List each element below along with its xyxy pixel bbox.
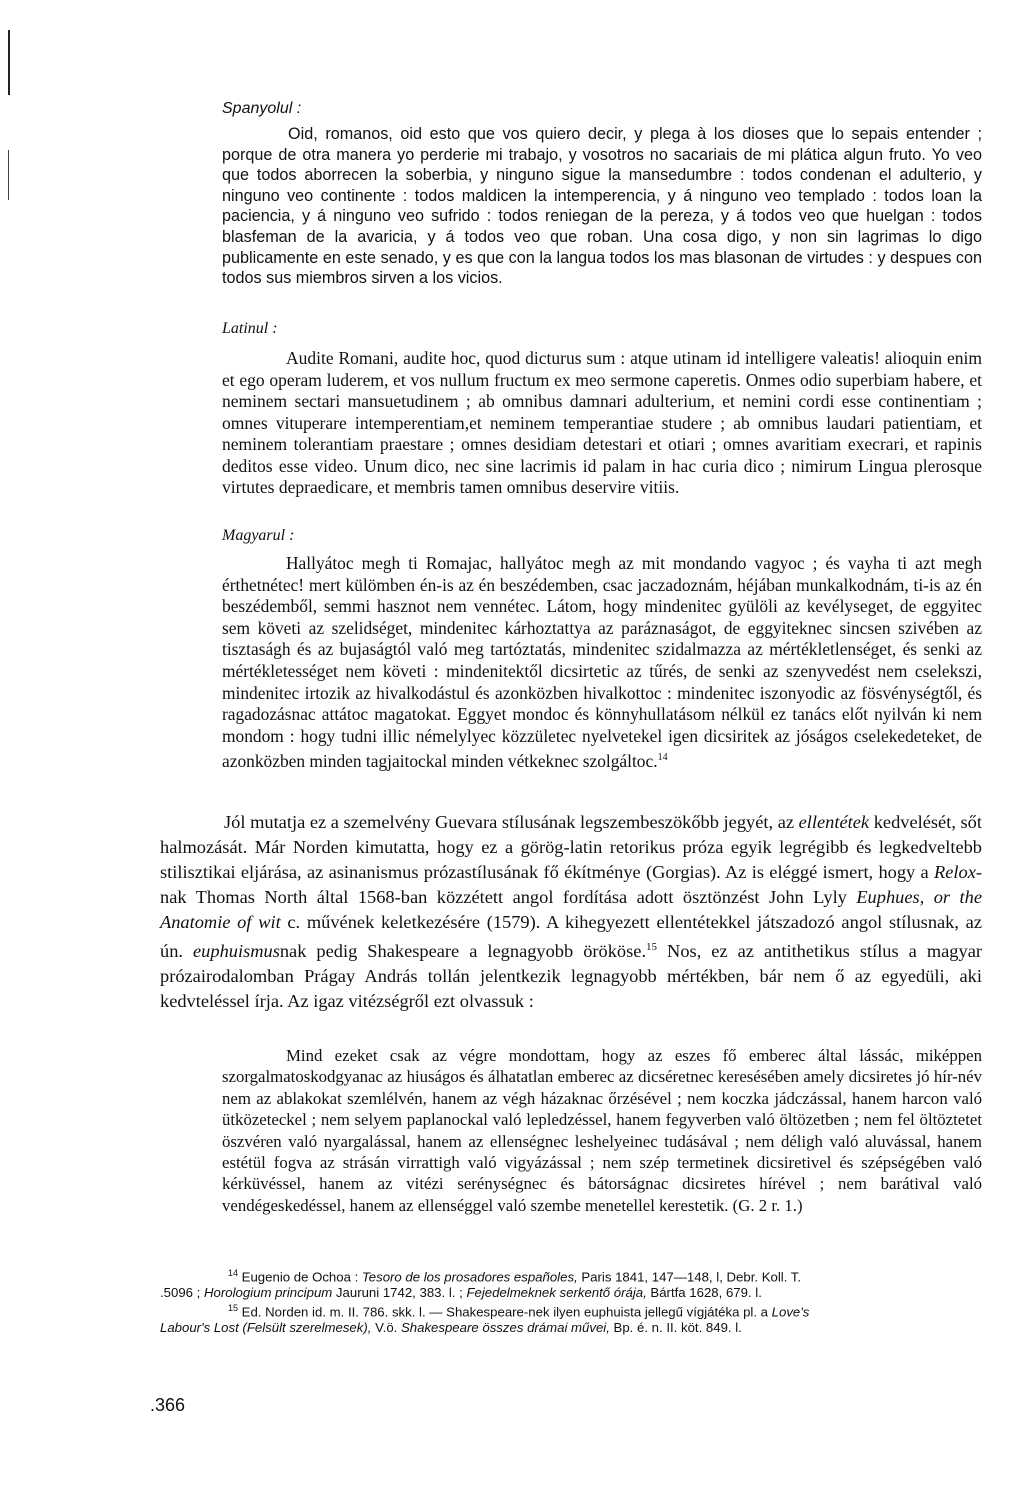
main-text-f: Nos, ez az antithetikus stílus a magyar prózairodalomban Prágay András tollán jelentkezik legnagyobb mértékben, bár nem ő az egyedüli, aki kedvteléssel írja. Az igaz vitézségről ezt olvassuk : — [160, 941, 982, 1012]
footnote-14-line-1: $^{14}$ Eugenio de Ochoa : Tesoro de los prosadores españoles, Paris 1841, 147—148, l, Debr. Koll. T. — [228, 1268, 802, 1285]
hungarian-label: Magyarul : — [222, 527, 295, 544]
footnote-title-labours-lost: Labour's Lost (Felsült szerelmesek), — [160, 1319, 372, 1335]
footnote-ref-14: 14 — [657, 752, 668, 764]
footnote-ref-15: 15 — [646, 941, 658, 953]
spanish-section — [222, 100, 982, 289]
footnote-title-horologium: Horologium principum — [204, 1284, 333, 1300]
hungarian-section — [222, 527, 982, 773]
main-text-c: -nak Thomas North által 1568-ban közzétett angol fordítása adott ösztönzést John Lyly — [160, 862, 982, 907]
scan-margin-mark — [8, 30, 10, 95]
main-text-b: kedvelését, sőt halmozását. Már Norden kimutatta, hogy ez a görög-latin retorikus próza egyik legrégibb és legkedveltebb stilisztikai eljárása, az asinanismus prózastílusának fő ékítménye (Gorgias). Az is eléggé ismert, hogy a — [160, 812, 982, 882]
main-paragraph — [160, 810, 982, 1014]
main-text — [160, 810, 982, 1014]
footnote-15-line-1: $^{15}$ Ed. Norden id. m. II. 786. skk. l. — Shakespeare-nek ilyen euphuista jellegű vígjátéka pl. a Love's — [228, 1302, 810, 1319]
main-text-d: c. művének keletkezésére (1579). A kihegyezett ellentétekkel játszadozó angol stílusnak, az ún. — [160, 912, 982, 962]
block-quote — [222, 1045, 982, 1216]
spanish-text: Oid, romanos, oid esto que vos quiero decir, y plega à los dioses que lo sepais entender ; porque de otra manera yo perderie mi trabajo, y vosotros no sacariais de mi plática algun fruto. Yo veo que todos aborrecen la soberbia, y ninguno sigue la mansedumbre : todos condenan el adulterio, y ninguno veo continente : todos maldicen la intemperencia, y á ninguno veo templado : todos loan la paciencia, y á ninguno veo sufrido : todos reniegan de la pereza, y á todos veo que huelgan : todos blasfeman de la avaricia, y á todos veo que roban. Una cosa digo, y non sin lagrimas lo digo publicamente en este senado, y es que con la langua todos los mas blasonan de virtudes : y despues con todos sus miembros sirven a los vicios. — [222, 125, 982, 288]
page-number: .366 — [150, 1395, 186, 1415]
latin-text: Audite Romani, audite hoc, quod dicturus sum : atque utinam id intelligere valeatis! alioquin enim et ego operam luderem, et vos nullum fructum ex meo sermone caperetis. Onmes odio superbiam habere, et neminem sectari mansuetudinem ; ab omnibus damnari adulterium, et nemini cordi esse continentiam ; omnes vituperare intemperentiam,et neminem temperantiae studere ; ab omnibus laudari patientiam, et neminem tolerantiam praestare ; omnes desidiam detestari et otiari ; omnes avaritiam execrari, et rapinis deditos esse video. Unum dico, nec sine lacrimis id palam in hac curia dico ; nimirum Lingua plerosque virtutes depraedicare, et membris tamen omnibus deservire vitiis. — [222, 348, 982, 497]
main-text-e: nak pedig Shakespeare a legnagyobb örököse. — [279, 941, 647, 962]
scan-margin-mark-2 — [8, 150, 9, 200]
latin-section — [222, 320, 982, 499]
footnote-title-fejedelmeknek: Fejedelmeknek serkentő órája, — [466, 1284, 647, 1300]
term-ellentetek: ellentétek — [798, 812, 870, 832]
footnote-14-line-2: .5096 ; Horologium principum Jauruni 1742, 383. l. ; Fejedelmeknek serkentő órája, Bártfa 1628, 679. l. — [160, 1284, 762, 1300]
term-euphuismus: euphuismus — [193, 941, 280, 962]
quote-text: Mind ezeket csak az végre mondottam, hogy az eszes fő emberec által lássác, miképpen szorgalmatoskodgyanac az hiuságos és álhatatlan emberec az dicséretnec keresésében amely dicsiretes jó hír-név nem az ablakokat szemlélvén, hanem az végh házaknac őrzésével ; nem koczka jádczással, hanem harcon való ütközeteckel ; nem selyem paplanockal való lepledzéssel, hanem fegyverben való öltözetben ; nem fel öltöztetet öszvéren való nyargalással, hanem az ellenségnec leshelyeinec tudásával ; nem déligh való aluvással, hanem estétül fogva az strásán virrattigh való vigyázással ; nem szép termetinek dicsiretivel és szépségében való kérküvéssel, hanem az vitézi serénységnec és bátorságnac dicsiretes hírével ; nem barátival való vendégeskedéssel, hanem az ellenséggel való szembe menetellel kerestetik. (G. 2 r. 1.) — [222, 1046, 982, 1215]
latin-label: Latinul : — [222, 320, 278, 337]
footnote-title-shakespeare: Shakespeare összes drámai művei, — [400, 1319, 610, 1335]
main-text-a: Jól mutatja ez a szemelvény Guevara stílusának legszembeszökőbb jegyét, az — [224, 812, 799, 832]
hungarian-text-body: Hallyátoc megh ti Romajac, hallyátoc megh az mit mondando vagyoc ; és vayha ti azt megh érthetnétec! mert külömben én-is az én beszédemben, csac jaczadoznám, héjában munkalkodnám, ti-is az én beszédemből, semmi hasznot nem vennétec. Látom, hogy mindenitec gyülöli az kevélyseget, de eggyitec sem követi az szelidséget, mindenitec kárhoztattya az paráznaságot, de eggyiteknec sincsen szivében az tisztaságh és az bujaságtól való meg tartóztatás, mindenitec szidalmazza az mértékletlenséget, és senki az mértékletességet nem követi : mindenitektől dicsirtetic az tűrés, de senki az szenyvedést nem cselekszi, mindenitec irtozik az hivalkodástul és azonközben hivalkottoc : mindenitec iszonyodic az fösvénységtől, és ragadozásnac attátoc magatokat. Eggyet mondoc és könnyhullatásom nélkül ez tanács előt nyilván ki nem mondom : hogy tudni illic némelylyec közzületec nyelvetekel igen dicsiritek az jóságos cselekedeteket, de azonközben minden tagjaitockal minden vétkeknec szolgáltoc. — [222, 553, 982, 772]
title-relox: Relox — [934, 862, 976, 882]
footnote-title-loves: Love's — [771, 1303, 810, 1319]
hungarian-text — [222, 553, 982, 773]
title-euphues: Euphues, or the Anatomie of wit — [160, 887, 982, 932]
footnotes — [160, 1266, 982, 1335]
spanish-label: Spanyolul : — [222, 100, 302, 117]
footnote-title-tesoro: Tesoro de los prosadores españoles, — [361, 1269, 578, 1285]
footnote-15-line-2: Labour's Lost (Felsült szerelmesek), V.ö. Shakespeare összes drámai művei, Bp. é. n. II. köt. 849. l. — [160, 1319, 742, 1335]
